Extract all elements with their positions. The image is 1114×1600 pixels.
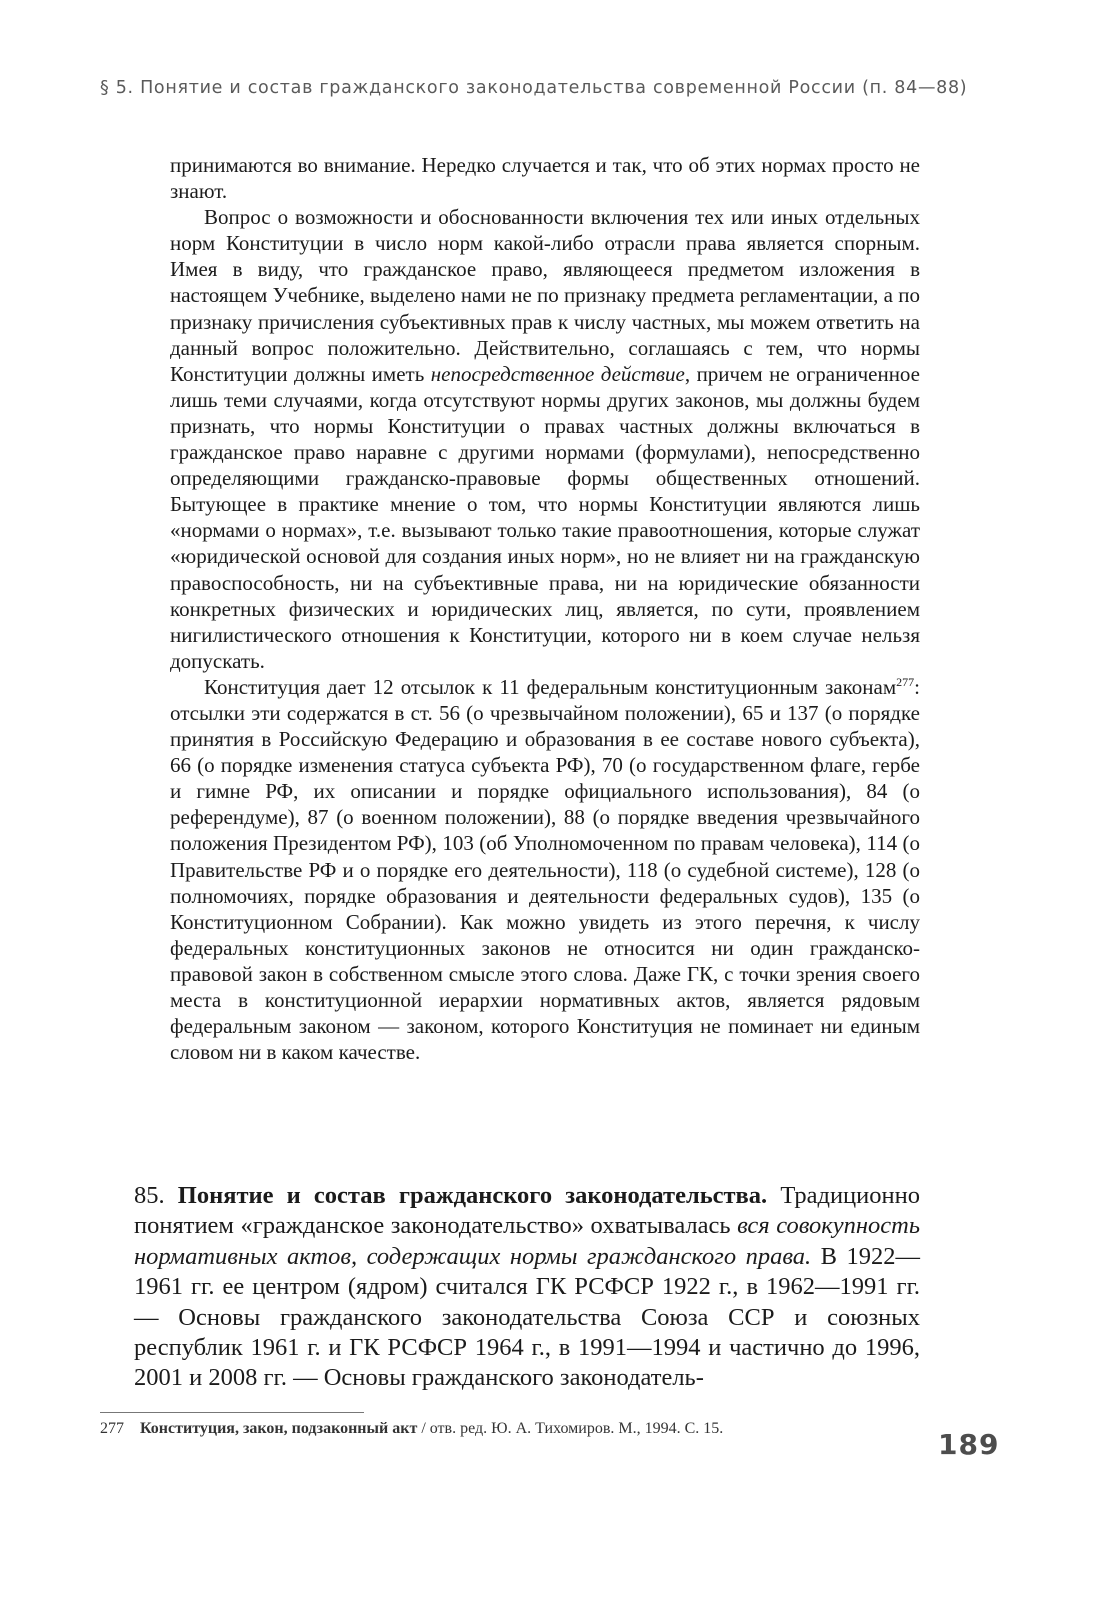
paragraph-2-text-a: Вопрос о возможности и обоснованности включения тех или иных отдельных норм Конституции в число норм какой-либо отрасли права является спорным. Имея в виду, что гражданское право, являющееся предметом изложения в настоящем Учебнике, выделено нами не по признаку предмета регламентации, а по признаку причисления субъективных прав к числу частных, мы можем ответить на данный вопрос положительно. Действительно, соглашаясь с тем, что нормы Конституции должны иметь [170,205,920,386]
section-text-a: Традиционно понятием «гражданское законодательство» охватывалась [134,1182,921,1240]
section-text-b: В 1922—1961 гг. ее центром (ядром) считался ГК РСФСР 1922 г., в 1962—1991 гг. — Основы гражданского законодательства Союза ССР и союзных республик 1961 г. и ГК РСФСР 1964 г., в 1991—1994 и частично до 1996, 2001 и 2008 гг. — Основы гражданского законодатель- [134,1242,921,1392]
paragraph-3 [170,674,920,1065]
section-85-paragraph [134,1181,920,1394]
paragraph-2 [170,204,920,674]
paragraph-2-emphasis: непосредственное действие [430,361,685,386]
footnote-divider [100,1412,364,1413]
paragraph-1: принимаются во внимание. Нередко случается и так, что об этих нормах просто не знают. [170,153,920,204]
section-heading: Понятие и состав гражданского законодательства. [177,1182,768,1209]
main-text [170,152,920,1065]
footnote-number: 277 [100,1420,124,1437]
section-number: 85. [134,1182,165,1209]
running-header: § 5. Понятие и состав гражданского законодательства современной России (п. 84—88) [100,78,968,98]
footnote [100,1420,920,1438]
footnote-citation: / отв. ред. Ю. А. Тихомиров. М., 1994. С. 15. [417,1420,724,1437]
paragraph-2-text-b: , причем не ограниченное лишь теми случаями, когда отсутствуют нормы других законов, мы должны будем признать, что нормы Конституции о правах частных должны включаться в гражданское право наравне с другими нормами (формулами), непосредственно определяющими гражданско-правовые формы общественных отношений. Бытующее в практике мнение о том, что нормы Конституции являются лишь «нормами о нормах», т.е. вызывают только такие правоотношения, которые служат «юридической основой для создания иных норм», но не влияет ни на гражданскую правоспособность, ни на субъективные права, ни на юридические обязанности конкретных физических и юридических лиц, является, по сути, проявлением нигилистического отношения к Конституции, которого ни в коем случае нельзя допускать. [170,361,921,673]
footnote-reference[interactable]: 277 [896,674,915,689]
section-85 [134,1181,920,1394]
paragraph-3-text-b: : отсылки эти содержатся в ст. 56 (о чрезвычайном положении), 65 и 137 (о порядке принятия в Российскую Федерацию и образования в ее составе нового субъекта), 66 (о порядке изменения статуса субъекта РФ), 70 (о государственном флаге, гербе и гимне РФ, их описании и порядке официального использования), 84 (о референдуме), 87 (о военном положении), 88 (о порядке введения чрезвычайного положения Президентом РФ), 103 (об Уполномоченном по правам человека), 114 (о Правительстве РФ и о порядке его деятельности), 118 (о судебной системе), 128 (о полномочиях, порядке образования и деятельности федеральных судов), 135 (о Конституционном Собрании). Как можно увидеть из этого перечня, к числу федеральных конституционных законов не относится ни один гражданско-правовой закон в собственном смысле этого слова. Даже ГК, с точки зрения своего места в конституционной иерархии нормативных актов, является рядовым федеральным законом — законом, которого Конституция не поминает ни единым словом ни в каком качестве. [170,674,920,1065]
paragraph-3-text-a: Конституция дает 12 отсылок к 11 федеральным конституционным законам [204,674,897,699]
footnote-title: Конституция, закон, подзаконный акт [140,1420,418,1437]
page-number: 189 [938,1428,1000,1461]
section-emphasis: вся совокупность нормативных актов, содержащих нормы гражданского права. [134,1212,920,1270]
